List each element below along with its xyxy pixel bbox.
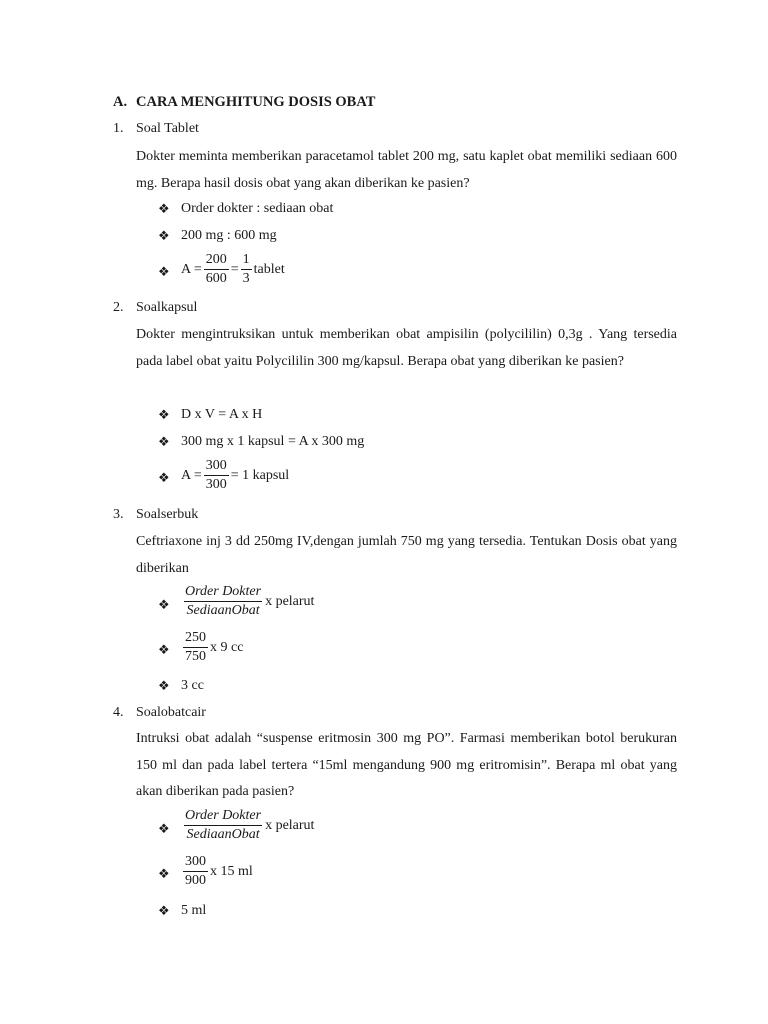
bullet-text: D x V = A x H <box>181 407 263 422</box>
fraction-numerator: 250 <box>185 630 206 645</box>
fraction <box>183 855 208 888</box>
fraction-denominator: 750 <box>185 649 206 664</box>
formula-line <box>181 631 243 664</box>
bullet-line <box>181 201 333 217</box>
formula-suffix: tablet <box>253 261 285 277</box>
formula-line <box>181 585 314 618</box>
item-title: Soalkapsul <box>136 300 198 315</box>
fraction <box>183 631 208 664</box>
diamond-bullet-icon: ❖ <box>158 434 170 449</box>
fraction <box>204 459 229 492</box>
item-paragraph: Ceftriaxone inj 3 dd 250mg IV,dengan jumlah 750 mg yang tersedia. Tentukan Dosis obat yang diberikan <box>136 534 677 576</box>
item-paragraph: Dokter mengintruksikan untuk memberikan obat ampisilin (polycililin) 0,3g . Yang tersedia pada label obat yaitu Polycililin 300 mg/kapsul. Berapa obat yang diberikan ke pasien? <box>136 327 677 369</box>
diamond-bullet-icon: ❖ <box>158 821 170 836</box>
fraction-denominator: 900 <box>185 873 206 888</box>
fraction-numerator: 300 <box>205 458 227 473</box>
fraction-numerator: 200 <box>205 252 227 267</box>
equals-sign: = <box>230 261 239 277</box>
fraction-numerator: 300 <box>185 854 206 869</box>
bullet-text: 3 cc <box>181 678 204 693</box>
item-number: 1. <box>113 121 124 136</box>
formula-prefix: A = <box>181 261 202 277</box>
formula-suffix: x 15 ml <box>210 863 253 879</box>
item-paragraph: Dokter meminta memberikan paracetamol tablet 200 mg, satu kaplet obat memiliki sediaan 600 mg. Berapa hasil dosis obat yang akan diberikan ke pasien? <box>136 149 677 191</box>
bullet-text: 200 mg : 600 mg <box>181 228 277 243</box>
diamond-bullet-icon: ❖ <box>158 228 170 243</box>
fraction <box>204 253 229 286</box>
fraction-denominator: 300 <box>205 477 227 492</box>
fraction <box>183 585 263 618</box>
item-number: 2. <box>113 300 124 315</box>
diamond-bullet-icon: ❖ <box>158 642 170 657</box>
fraction-numerator: 1 <box>242 252 250 267</box>
diamond-bullet-icon: ❖ <box>158 866 170 881</box>
diamond-bullet-icon: ❖ <box>158 470 170 485</box>
item-paragraph: Intruksi obat adalah “suspense eritmosin 300 mg PO”. Farmasi memberikan botol berukuran 150 ml dan pada label tertera “15ml mengandung 900 mg eritromisin”. Berapa ml obat yang akan diberikan pada pasien? <box>136 731 677 799</box>
item-number: 4. <box>113 705 124 720</box>
item-title: Soal Tablet <box>136 121 199 136</box>
bullet-line <box>181 434 364 450</box>
diamond-bullet-icon: ❖ <box>158 903 170 918</box>
formula-line <box>181 459 289 492</box>
fraction-denominator: SediaanObat <box>186 827 260 842</box>
diamond-bullet-icon: ❖ <box>158 264 170 279</box>
item-title: Soalobatcair <box>136 705 206 720</box>
formula-line <box>181 809 314 842</box>
formula-suffix: x pelarut <box>265 593 315 609</box>
bullet-line <box>181 903 206 919</box>
fraction <box>241 253 252 286</box>
formula-suffix: = 1 kapsul <box>230 467 290 483</box>
fraction-numerator: Order Dokter <box>185 584 262 599</box>
formula-line <box>181 253 285 286</box>
item-title: Soalserbuk <box>136 507 199 522</box>
diamond-bullet-icon: ❖ <box>158 201 170 216</box>
diamond-bullet-icon: ❖ <box>158 407 170 422</box>
bullet-text: 5 ml <box>181 903 207 918</box>
bullet-line <box>181 407 262 423</box>
formula-suffix: x 9 cc <box>210 639 244 655</box>
fraction-denominator: 3 <box>242 271 250 286</box>
bullet-text: Order dokter : sediaan obat <box>181 201 334 216</box>
fraction-numerator: Order Dokter <box>185 808 262 823</box>
fraction-denominator: SediaanObat <box>186 603 260 618</box>
fraction <box>183 809 263 842</box>
diamond-bullet-icon: ❖ <box>158 597 170 612</box>
fraction-denominator: 600 <box>205 271 227 286</box>
section-letter: A. <box>113 94 128 110</box>
formula-line <box>181 855 253 888</box>
formula-suffix: x pelarut <box>265 817 315 833</box>
bullet-line <box>181 228 277 244</box>
bullet-line <box>181 678 204 694</box>
page-title: CARA MENGHITUNG DOSIS OBAT <box>136 94 376 110</box>
formula-prefix: A = <box>181 467 202 483</box>
bullet-text: 300 mg x 1 kapsul = A x 300 mg <box>181 434 365 449</box>
item-number: 3. <box>113 507 124 522</box>
diamond-bullet-icon: ❖ <box>158 678 170 693</box>
